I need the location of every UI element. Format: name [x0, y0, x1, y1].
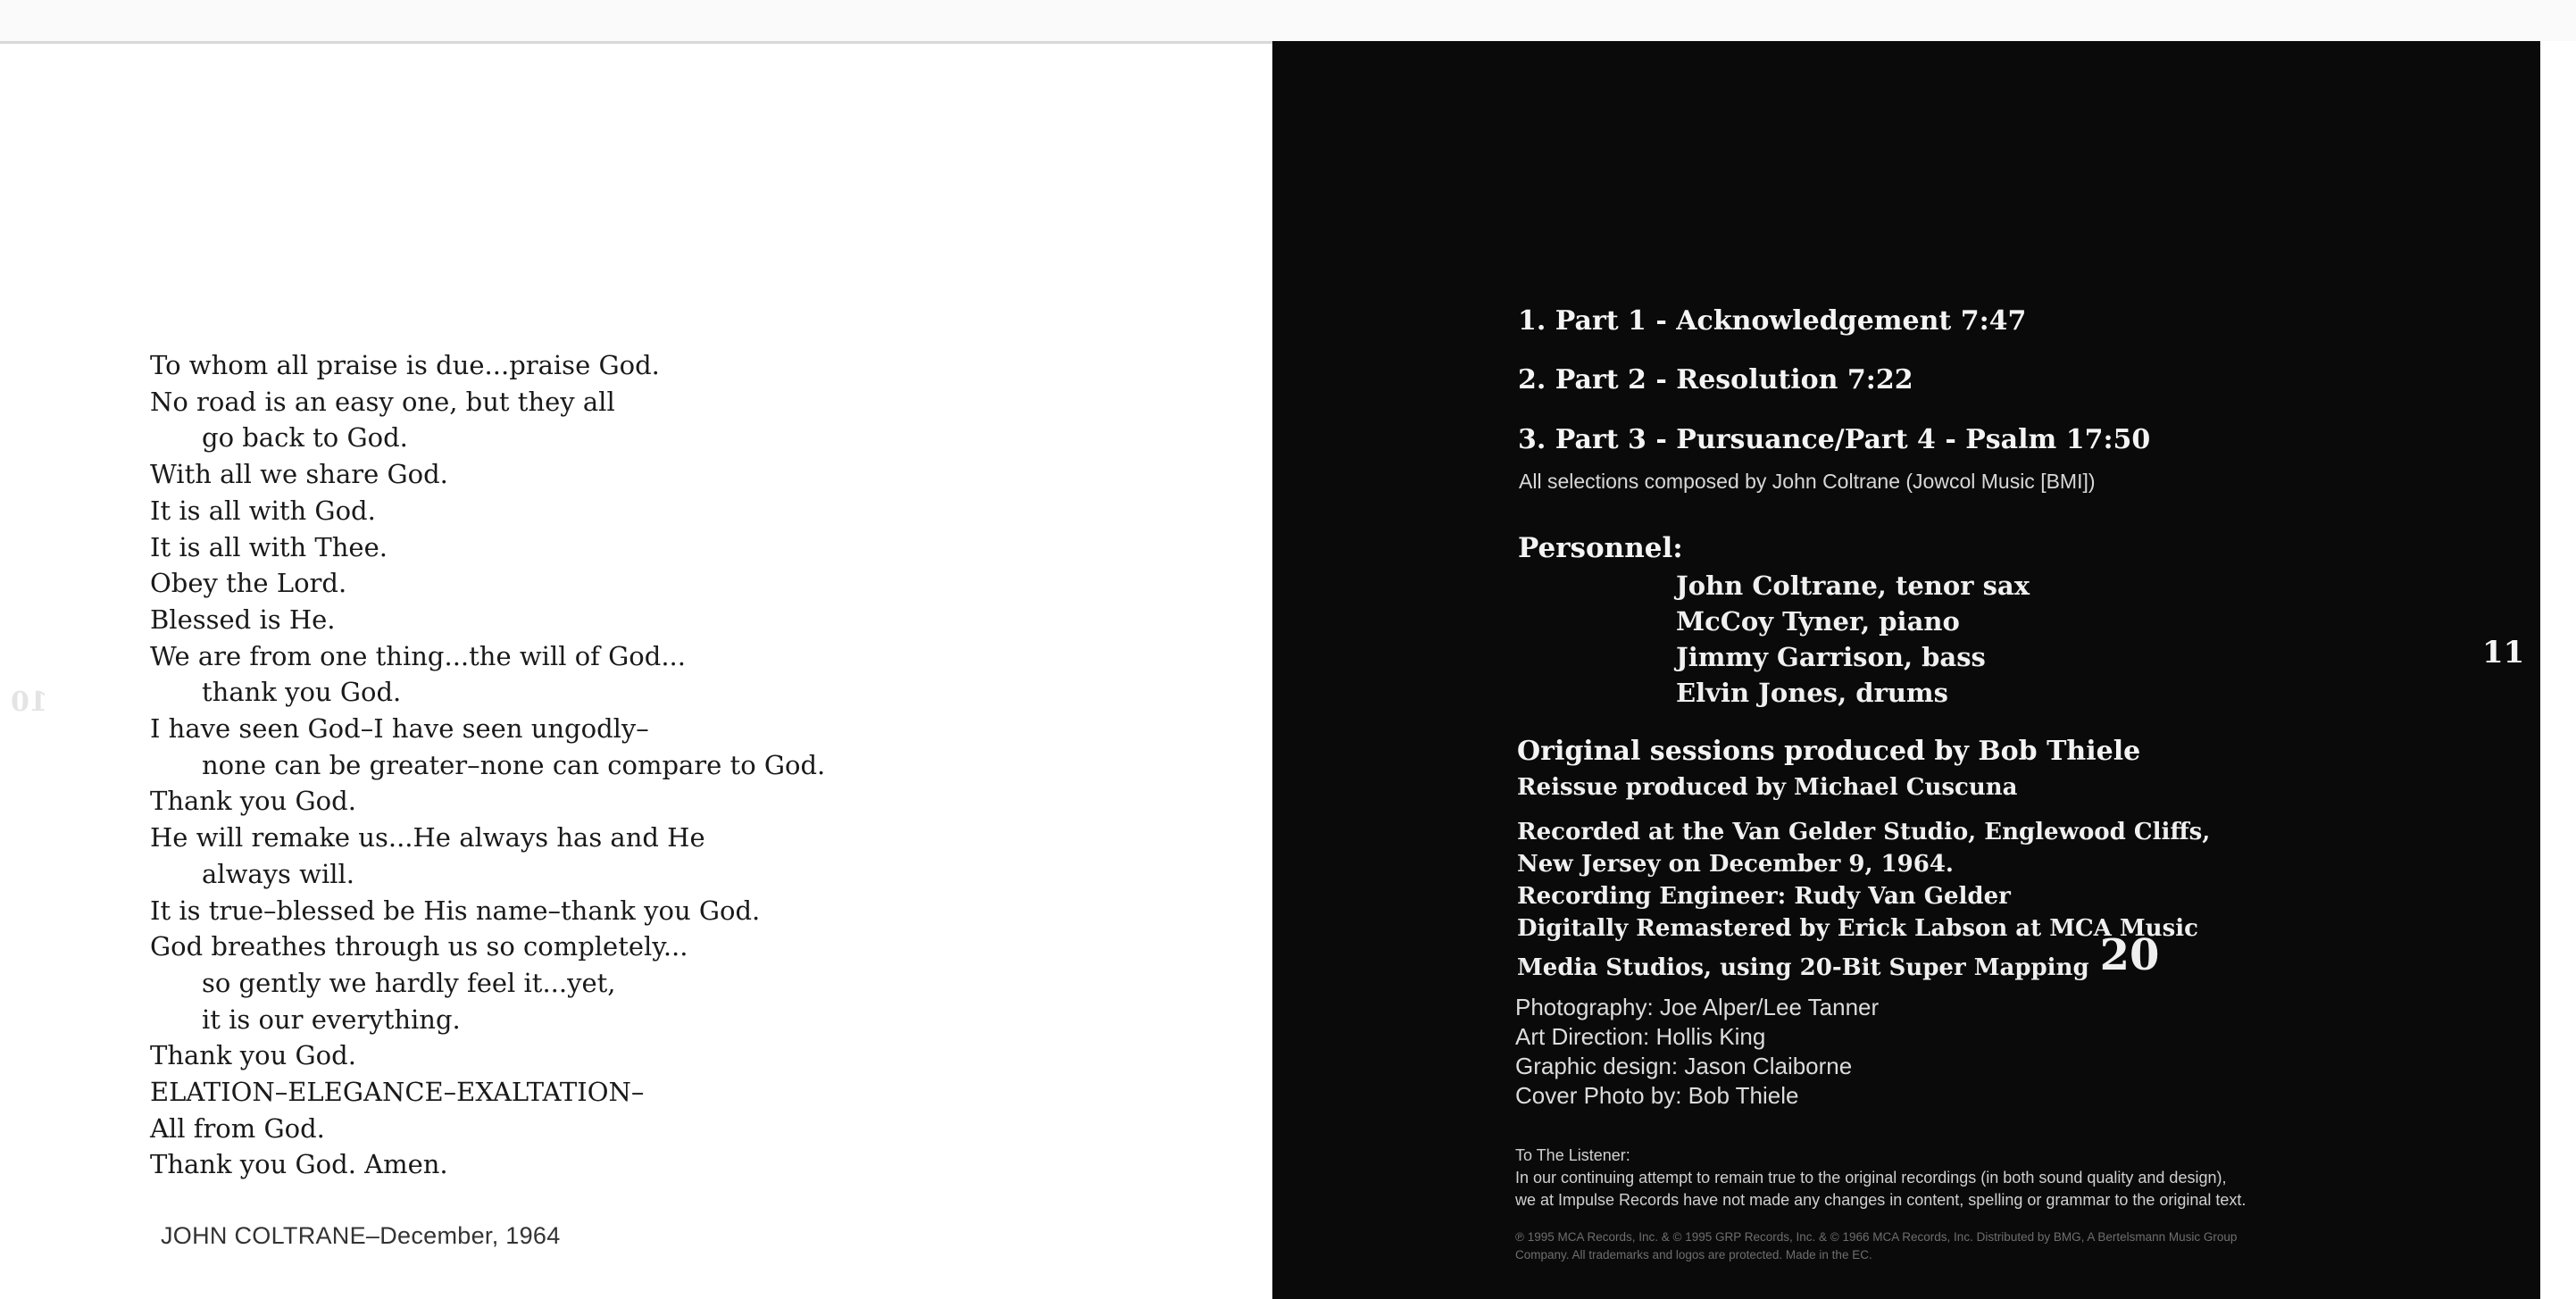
ghost-page-number: 10: [11, 687, 48, 718]
recording-credit-line: Digitally Remastered by Erick Labson at MCA Music: [1517, 915, 2198, 942]
art-credits: [1515, 993, 1879, 1111]
poem-line: It is true–blessed be His name–thank you God.: [150, 895, 761, 926]
poem-line: Thank you God. Amen.: [150, 1149, 448, 1180]
poem-line: Obey the Lord.: [150, 568, 347, 599]
poem-line: God breathes through us so completely...: [150, 931, 688, 962]
poem-line: To whom all praise is due...praise God.: [150, 350, 660, 380]
recording-credit-line: New Jersey on December 9, 1964.: [1517, 851, 1954, 878]
recording-credit-line: Recorded at the Van Gelder Studio, Englewood Cliffs,: [1517, 819, 2211, 845]
recording-credits: [1517, 816, 2210, 993]
poem-line: Blessed is He.: [150, 604, 336, 635]
scan-right-margin: [2540, 41, 2576, 1299]
personnel-item: Elvin Jones, drums: [1676, 678, 1948, 708]
recording-credit-line: [1517, 930, 2210, 993]
poem-line: it is our everything.: [202, 1003, 461, 1035]
poem-line: ELATION–ELEGANCE–EXALTATION–: [150, 1077, 645, 1108]
reissue-credit: Reissue produced by Michael Cuscuna: [1517, 774, 2018, 801]
track-3: 3. Part 3 - Pursuance/Part 4 - Psalm 17:50: [1518, 424, 2151, 455]
poem-line: With all we share God.: [150, 459, 448, 490]
legal-line: ℗ 1995 MCA Records, Inc. & © 1995 GRP Records, Inc. & © 1966 MCA Records, Inc. Distributed by BMG, A Bertelsmann Music Group: [1515, 1230, 2238, 1244]
poem-line: so gently we hardly feel it...yet,: [202, 967, 616, 998]
poem: [150, 347, 1043, 1183]
track-1: 1. Part 1 - Acknowledgement 7:47: [1518, 305, 2027, 337]
listener-heading: To The Listener:: [1515, 1146, 1630, 1164]
poem-line: none can be greater–none can compare to God.: [202, 749, 826, 780]
producer-credit: Original sessions produced by Bob Thiele: [1517, 736, 2141, 767]
legal-notice: [1515, 1228, 2237, 1264]
poem-line: It is all with Thee.: [150, 531, 388, 562]
personnel-item: Jimmy Garrison, bass: [1676, 642, 1986, 672]
poem-line: go back to God.: [202, 422, 408, 454]
right-page: [1272, 41, 2540, 1299]
art-credit-line: Photography: Joe Alper/Lee Tanner: [1515, 994, 1880, 1020]
personnel-item: John Coltrane, tenor sax: [1676, 570, 2030, 601]
personnel-item: McCoy Tyner, piano: [1676, 606, 1960, 637]
poem-line: We are from one thing...the will of God...: [150, 640, 686, 671]
poem-line: Thank you God.: [150, 786, 356, 817]
listener-note: [1515, 1145, 2246, 1212]
poem-signature: JOHN COLTRANE–December, 1964: [161, 1222, 561, 1249]
super-mapping-20-logo: [2099, 930, 2163, 993]
poem-line: thank you God.: [202, 677, 402, 708]
scan-top-strip: [0, 0, 2576, 44]
legal-line: Company. All trademarks and logos are protected. Made in the EC.: [1515, 1248, 1872, 1262]
art-credit-line: Art Direction: Hollis King: [1515, 1023, 1766, 1050]
personnel-list: [1676, 568, 2030, 711]
art-credit-line: Graphic design: Jason Claiborne: [1515, 1053, 1853, 1079]
track-2: 2. Part 2 - Resolution 7:22: [1518, 364, 1913, 396]
poem-line: It is all with God.: [150, 495, 376, 526]
logo-20-mark: 20: [2099, 930, 2160, 980]
listener-text-line: we at Impulse Records have not made any changes in content, spelling or grammar to the original text.: [1515, 1191, 2247, 1209]
personnel-heading: Personnel:: [1518, 532, 1683, 564]
poem-line: I have seen God–I have seen ungodly–: [150, 713, 649, 745]
recording-credit-line: Recording Engineer: Rudy Van Gelder: [1517, 883, 2011, 910]
poem-line: No road is an easy one, but they all: [150, 386, 615, 417]
poem-line: All from God.: [150, 1112, 325, 1144]
poem-line: always will.: [202, 858, 355, 889]
remaster-last-line: Media Studios, using 20-Bit Super Mapping: [1517, 954, 2089, 981]
poem-line: He will remake us...He always has and He: [150, 822, 705, 854]
poem-line: Thank you God.: [150, 1040, 356, 1071]
left-page: [0, 44, 1272, 1299]
page-number: 11: [2482, 635, 2525, 670]
listener-text-line: In our continuing attempt to remain true to the original recordings (in both sound quality and design),: [1515, 1169, 2227, 1187]
art-credit-line: Cover Photo by: Bob Thiele: [1515, 1082, 1799, 1109]
composer-note: All selections composed by John Coltrane (Jowcol Music [BMI]): [1519, 470, 2096, 493]
